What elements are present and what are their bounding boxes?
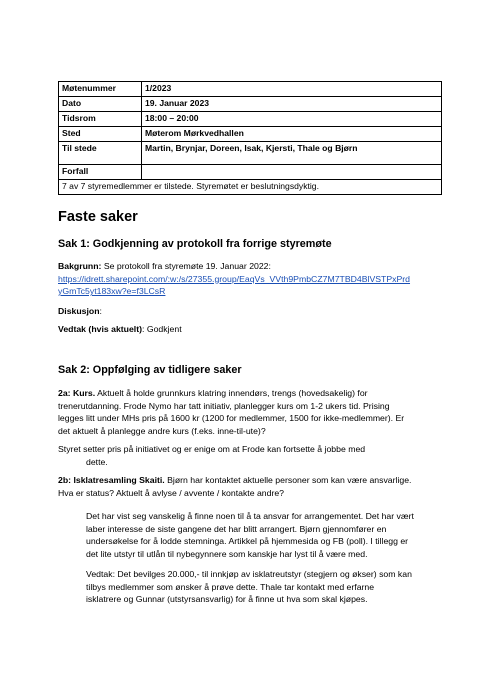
row-value: [142, 165, 442, 180]
sak1-discussion: [58, 305, 448, 318]
row-value: Martin, Brynjar, Doreen, Isak, Kjersti, Thale og Bjørn: [142, 142, 442, 165]
table-row: [59, 112, 442, 127]
sak1-background: [58, 260, 448, 298]
sak2b-label: 2b: Isklatresamling Skaiti.: [58, 475, 165, 485]
table-row: [59, 82, 442, 97]
sak2b-discussion: [86, 510, 446, 560]
text-line: isklatrere og Gunnar (utstyrsansvarlig) for å finne ut hva som skal kjøpes.: [86, 594, 368, 605]
table-row: [59, 127, 442, 142]
sak1-vedtak: [58, 323, 448, 336]
discussion-colon: :: [99, 306, 102, 316]
row-label: Forfall: [59, 165, 142, 180]
text-line: laber interesse de siste gangene det har blitt arrangert. Bjørn gjennomfører en: [86, 523, 387, 534]
table-row: [59, 180, 442, 195]
text-line: det lite utstyr til utlån til nybegynnere som kanskje har lyst til å være med.: [86, 548, 368, 559]
text-line: dette.: [86, 456, 108, 467]
text-line: tilbys medlemmer som ønsker å prøve dette. Thale tar kontakt med erfarne: [86, 581, 375, 592]
sak2a-label: 2a: Kurs.: [58, 388, 96, 398]
text-line: trenerutdanning. Frode Nymo har tatt initiativ, planlegger kurs om 1-2 ukers tid. Prising: [58, 400, 390, 411]
row-label: Tidsrom: [59, 112, 142, 127]
section-heading: Faste saker: [58, 209, 138, 225]
row-label: Møtenummer: [59, 82, 142, 97]
row-label: Sted: [59, 127, 142, 142]
row-value: 1/2023: [142, 82, 442, 97]
row-value: 19. Januar 2023: [142, 97, 442, 112]
text-line: Bjørn har kontaktet aktuelle personer som kan være ansvarlige.: [164, 475, 412, 485]
table-row: [59, 97, 442, 112]
text-line: legges litt under MHs pris på 1600 kr (1200 for medlemmer, 1500 for ikke-medlemmer). Er: [58, 413, 405, 424]
sak2b-vedtak: [86, 568, 446, 606]
meeting-info-table: [58, 81, 442, 195]
row-label: Dato: [59, 97, 142, 112]
sak2b-text: [58, 474, 448, 499]
background-label: Bakgrunn:: [58, 261, 102, 271]
quorum-note: 7 av 7 styremedlemmer er tilstede. Styremøtet er beslutningsdyktig.: [59, 180, 442, 195]
sak2a-decision: [58, 443, 448, 468]
text-line: Det har vist seg vanskelig å finne noen til å ta ansvar for arrangementet. Det har vært: [86, 511, 414, 521]
vedtak-text: : Godkjent: [142, 324, 182, 334]
row-value: 18:00 – 20:00: [142, 112, 442, 127]
background-text: Se protokoll fra styremøte 19. Januar 2022:: [101, 261, 271, 271]
text-line: undersøkelse for å lodde stemninga. Artikkel på hjemmesida og FB (poll). I tillegg er: [86, 536, 409, 547]
vedtak-label: Vedtak (hvis aktuelt): [58, 324, 143, 334]
text-line: Aktuelt å holde grunnkurs klatring innendørs, trengs (hovedsakelig) for: [95, 388, 368, 398]
text-line: Styret setter pris på initiativet og er enige om at Frode kan fortsette å jobbe med: [58, 444, 366, 454]
text-line: Hva er status? Aktuelt å avlyse / avvente / kontakte andre?: [58, 487, 285, 498]
discussion-label: Diskusjon: [58, 306, 100, 316]
sak2-heading: Sak 2: Oppfølging av tidligere saker: [58, 364, 242, 376]
sak2a-text: [58, 387, 448, 437]
text-line: det aktuelt å planlegge andre kurs (f.eks. inne-til-ute)?: [58, 425, 266, 436]
protocol-link-cont[interactable]: yGmTc5yt183xw?e=f3LCsR: [58, 286, 166, 297]
protocol-link[interactable]: https://idrett.sharepoint.com/:w:/s/27355.group/EaqVs_VVth9PmbCZ7M7TBD4BlVSTPxPrd: [58, 273, 411, 284]
text-line: Vedtak: Det bevilges 20.000,- til innkjøp av isklatreutstyr (stegjern og økser) som kan: [86, 569, 412, 579]
sak1-heading: Sak 1: Godkjenning av protokoll fra forrige styremøte: [58, 238, 332, 250]
table-row: [59, 142, 442, 165]
row-value: Møterom Mørkvedhallen: [142, 127, 442, 142]
row-label: Til stede: [59, 142, 142, 165]
table-row: [59, 165, 442, 180]
